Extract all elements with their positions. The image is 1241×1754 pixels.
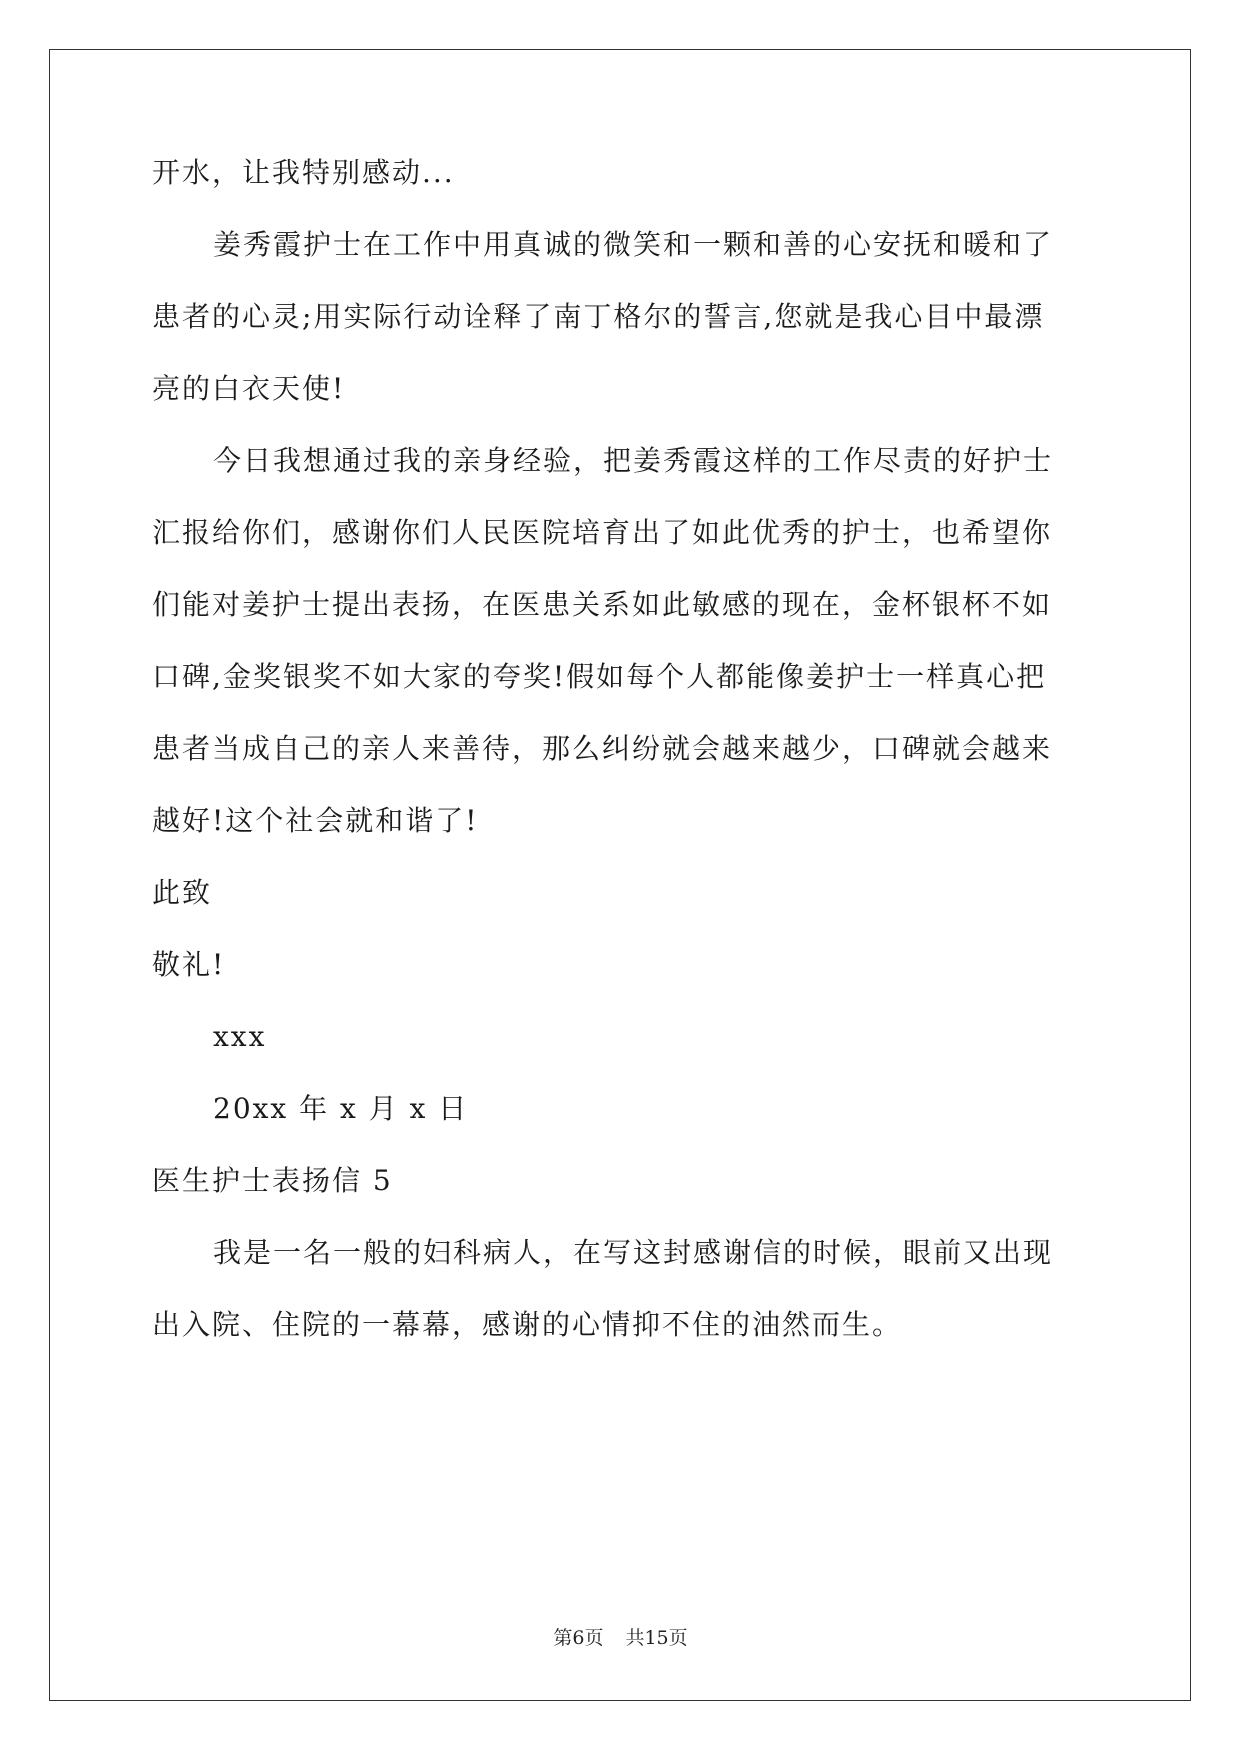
closing-regards: 敬礼! — [152, 948, 226, 981]
body-line-1: 开水，让我特别感动... — [152, 156, 455, 189]
body-line-6: 汇报给你们，感谢你们人民医院培育出了如此优秀的护士，也希望你 — [152, 516, 1053, 549]
body-line-7: 们能对姜护士提出表扬，在医患关系如此敏感的现在，金杯银杯不如 — [152, 588, 1053, 621]
signature-name: xxx — [213, 1020, 267, 1053]
body-line-3: 患者的心灵;用实际行动诠释了南丁格尔的誓言,您就是我心目中最漂 — [152, 300, 1045, 333]
body-line-4: 亮的白衣天使! — [152, 372, 346, 405]
body-line-11: 我是一名一般的妇科病人，在写这封感谢信的时候，眼前又出现 — [213, 1236, 1054, 1269]
page-number: 第6页 — [553, 1627, 604, 1649]
closing-salutation: 此致 — [152, 876, 213, 909]
body-line-5: 今日我想通过我的亲身经验，把姜秀霞这样的工作尽责的好护士 — [213, 444, 1054, 477]
body-line-10: 越好!这个社会就和谐了! — [152, 804, 479, 837]
body-line-12: 出入院、住院的一幕幕，感谢的心情抑不住的油然而生。 — [152, 1308, 903, 1341]
body-line-2: 姜秀霞护士在工作中用真诚的微笑和一颗和善的心安抚和暖和了 — [213, 228, 1054, 261]
signature-date: 20xx 年 x 月 x 日 — [213, 1092, 469, 1125]
section-heading: 医生护士表扬信 5 — [152, 1164, 393, 1197]
body-line-9: 患者当成自己的亲人来善待，那么纠纷就会越来越少，口碑就会越来 — [152, 732, 1053, 765]
page-footer — [0, 1626, 1241, 1650]
body-line-8: 口碑,金奖银奖不如大家的夸奖!假如每个人都能像姜护士一样真心把 — [152, 660, 1047, 693]
page-total: 共15页 — [625, 1627, 688, 1649]
